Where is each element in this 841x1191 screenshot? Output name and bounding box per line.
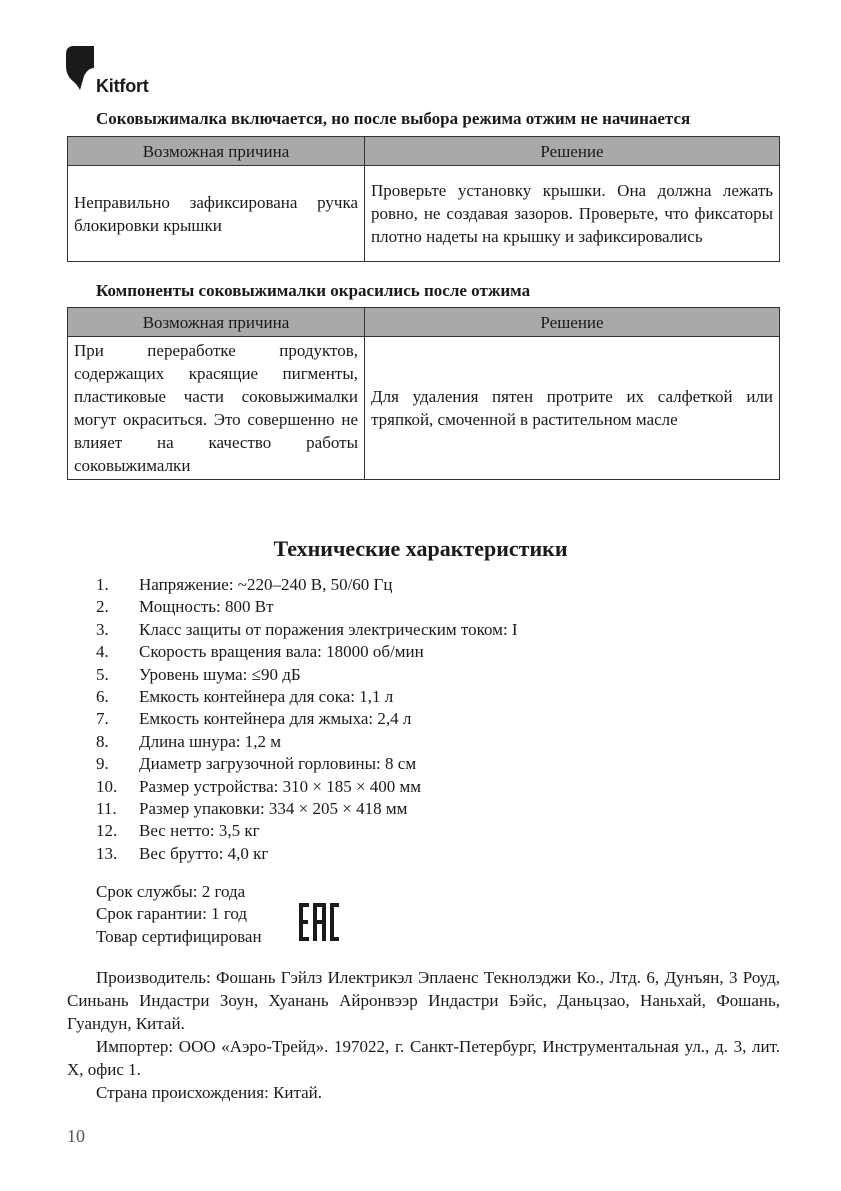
page-number: 10 [67, 1126, 85, 1146]
tech-title: Технические характеристики [273, 536, 568, 561]
spec-item: 7. Емкость контейнера для жмыха: 2,4 л [96, 709, 412, 729]
cause-cell: При переработке продуктов, содержащих красящие пигменты, пластиковые части соковыжималки могут окраситься. Это совершенно не влияет на качество работы соковыжималки [68, 337, 365, 480]
manufacturer-info [67, 966, 780, 1104]
spec-item: 4. Скорость вращения вала: 18000 об/мин [96, 642, 424, 662]
spec-item: 12. Вес нетто: 3,5 кг [96, 821, 260, 841]
importer: Импортер: ООО «Аэро-Трейд». 197022, г. Санкт-Петербург, Инструментальная ул., д. 3, лит. Х, офис 1. [67, 1037, 780, 1079]
spec-item: 11. Размер упаковки: 334 × 205 × 418 мм [96, 799, 408, 819]
spec-item: 6. Емкость контейнера для сока: 1,1 л [96, 687, 394, 707]
specs-list [96, 574, 518, 865]
service-life: Срок службы: 2 года [96, 882, 246, 901]
warranty: Срок гарантии: 1 год [96, 904, 248, 924]
spec-item: 10. Размер устройства: 310 × 185 × 400 мм [96, 776, 422, 796]
trouble-title-2: Компоненты соковыжималки окрасились после отжима [96, 281, 531, 300]
manufacturer: Производитель: Фошань Гэйлз Илектрикэл Эплаенс Текнолэджи Ко., Лтд. 6, Дунъян, 3 Роуд, Синьань Индастри Зоун, Хуанань Айронвээр Индастри Бэйс, Даньцзао, Наньхай, Фошань, Гуандун, Китай. [67, 968, 780, 1033]
certified: Товар сертифицирован [96, 926, 262, 946]
header-solution: Решение [365, 308, 780, 337]
service-info [96, 881, 262, 948]
solution-cell: Проверьте установку крышки. Она должна лежать ровно, не создавая зазоров. Проверьте, что фиксаторы плотно надеты на крышку и зафиксировались [365, 166, 780, 262]
trouble-table-1 [67, 136, 780, 262]
brand-logo [66, 46, 186, 96]
brand-name: Kitfort [96, 76, 149, 96]
spec-item: 9. Диаметр загрузочной горловины: 8 см [96, 754, 417, 774]
spec-item: 2. Мощность: 800 Вт [96, 597, 274, 617]
trouble-table-2 [67, 307, 780, 480]
eac-mark-icon [298, 901, 340, 943]
spec-item: 1. Напряжение: ~220–240 В, 50/60 Гц [96, 575, 393, 594]
cause-cell: Неправильно зафиксирована ручка блокировки крышки [68, 166, 365, 262]
header-cause: Возможная причина [68, 308, 365, 337]
spec-item: 13. Вес брутто: 4,0 кг [96, 843, 269, 863]
origin-country: Страна происхождения: Китай. [96, 1083, 323, 1102]
spec-item: 3. Класс защиты от поражения электрическим током: I [96, 619, 518, 639]
header-solution: Решение [365, 137, 780, 166]
spec-item: 5. Уровень шума: ≤90 дБ [96, 664, 301, 684]
spec-item: 8. Длина шнура: 1,2 м [96, 731, 282, 751]
trouble-title-1: Соковыжималка включается, но после выбора режима отжим не начинается [96, 109, 691, 128]
kitfort-logo-icon [66, 46, 96, 92]
header-cause: Возможная причина [68, 137, 365, 166]
solution-cell: Для удаления пятен протрите их салфеткой или тряпкой, смоченной в растительном масле [365, 337, 780, 480]
